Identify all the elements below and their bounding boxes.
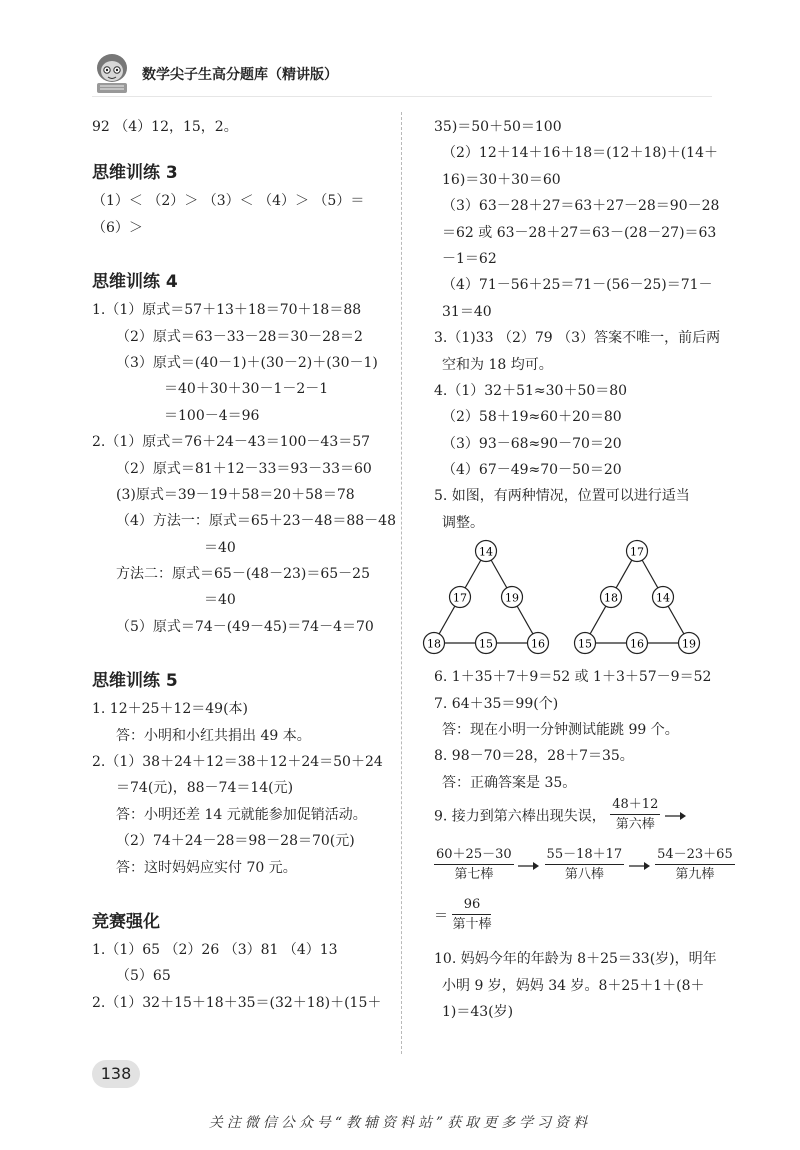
answer-line: 答：正确答案是 35。 — [442, 774, 577, 791]
answer-line: 1.（1）65 （2）26 （3）81 （4）13 — [92, 941, 338, 958]
answer-line: 5. 如图，有两种情况，位置可以进行适当 — [434, 488, 690, 505]
svg-text:17: 17 — [453, 591, 467, 605]
answer-line: 9. 接力到第六棒出现失误， — [434, 808, 606, 825]
number-circle — [575, 633, 596, 654]
header-rule — [92, 96, 712, 97]
answer-line: －1＝62 — [442, 250, 497, 267]
relay-line-1 — [434, 796, 724, 846]
answer-line: （5）65 — [116, 968, 171, 985]
answer-line: 1. 12＋25＋12＝49(本) — [92, 701, 248, 718]
svg-text:18: 18 — [604, 591, 618, 605]
answer-line: 2.（1）38＋24＋12＝38＋12＋24＝50＋24 — [92, 754, 383, 771]
relay-line-2 — [434, 846, 733, 896]
answer-line: （6）＞ — [92, 219, 143, 236]
answer-line: （2）58＋19≈60＋20＝80 — [442, 409, 622, 426]
answer-line: 答：小明还差 14 元就能参加促销活动。 — [116, 806, 367, 823]
equals-sign: ＝ — [434, 908, 448, 925]
number-circle — [528, 633, 549, 654]
answer-line: （3）93－68≈90－70＝20 — [442, 435, 622, 452]
answer-line: （1）＜ （2）＞ （3）＜ （4）＞ （5）＝ — [92, 193, 365, 210]
svg-text:19: 19 — [505, 591, 519, 605]
answer-line: 小明 9 岁，妈妈 34 岁。8＋25＋1＋(8＋ — [442, 977, 705, 994]
answer-line: 8. 98－70＝28，28＋7＝35。 — [434, 748, 634, 765]
number-circle — [424, 633, 445, 654]
fraction: $\frac{96}{\text{第十棒}}$ — [452, 897, 492, 933]
number-circle — [476, 633, 497, 654]
answer-line: 6. 1＋35＋7＋9＝52 或 1＋3＋57－9＝52 — [434, 669, 712, 686]
number-circle — [627, 541, 648, 562]
section-heading: 思维训练 5 — [92, 671, 178, 692]
triangle-diagram-1 — [424, 541, 549, 654]
answer-line: （2）12＋14＋16＋18＝(12＋18)＋(14＋ — [442, 145, 718, 162]
answer-line: 3.（1)33 （2）79 （3）答案不唯一，前后两 — [434, 330, 721, 347]
answer-line: ＝40 — [204, 539, 236, 556]
number-circle — [476, 541, 497, 562]
answer-line: （5）原式＝74－(49－45)＝74－4＝70 — [116, 618, 374, 635]
answer-line: ＝40 — [204, 592, 236, 609]
header-title: 数学尖子生高分题库（精讲版） — [142, 67, 338, 83]
arrow-icon — [518, 861, 540, 871]
answer-line: ＝62 或 63－28＋27＝63－(28－27)＝63 — [442, 224, 717, 241]
section-heading: 思维训练 4 — [92, 272, 178, 293]
svg-text:15: 15 — [479, 637, 493, 651]
left-column — [92, 114, 396, 1016]
number-circle — [627, 633, 648, 654]
fraction: $\frac{55-18+17}{\text{第八棒}}$ — [546, 847, 623, 883]
answer-line: （2）原式＝81＋12－33＝93－33＝60 — [116, 460, 372, 477]
answer-line: 方法二：原式＝65－(48－23)＝65－25 — [116, 566, 370, 583]
svg-text:18: 18 — [427, 637, 441, 651]
answer-line: (3)原式＝39－19＋58＝20＋58＝78 — [116, 486, 355, 503]
number-circle — [679, 633, 700, 654]
fraction: $\frac{54-23+65}{\text{第九棒}}$ — [657, 847, 733, 883]
answer-line: （4）71－56＋25＝71－(56－25)＝71－ — [442, 277, 713, 294]
answer-line: （2）原式＝63－33－28＝30－28＝2 — [116, 328, 363, 345]
svg-text:15: 15 — [578, 637, 592, 651]
svg-text:16: 16 — [531, 637, 545, 651]
answer-line: ＝40＋30＋30－1－2－1 — [164, 381, 329, 398]
answer-line: （2）74＋24－28＝98－28＝70(元) — [116, 833, 355, 850]
answer-line: 7. 64＋35＝99(个) — [434, 695, 559, 712]
arrow-icon — [629, 861, 651, 871]
footer-note: 关注微信公众号“教辅资料站”获取更多学习资料 — [208, 1115, 592, 1131]
fraction: $\frac{60+25-30}{\text{第七棒}}$ — [436, 847, 512, 883]
arrow-icon — [665, 811, 687, 821]
svg-text:19: 19 — [682, 637, 696, 651]
answer-line: 4.（1）32＋51≈30＋50＝80 — [434, 382, 628, 399]
section-heading: 思维训练 3 — [92, 163, 178, 184]
number-circle — [601, 587, 622, 608]
relay-line-3 — [434, 896, 724, 946]
number-circle — [502, 587, 523, 608]
answer-line: 2.（1）原式＝76＋24－43＝100－43＝57 — [92, 434, 371, 451]
answer-line: 92 （4）12，15，2。 — [92, 119, 238, 135]
answer-line: 16)＝30＋30＝60 — [442, 171, 561, 188]
answer-line: （3）63－28＋27＝63＋27－28＝90－28 — [442, 198, 720, 215]
right-column — [427, 114, 733, 1025]
answer-line: （3）原式＝(40－1)＋(30－2)＋(30－1) — [116, 354, 378, 371]
svg-text:16: 16 — [630, 637, 644, 651]
answer-line: 答：这时妈妈应实付 70 元。 — [116, 859, 297, 876]
svg-text:14: 14 — [479, 545, 493, 559]
section-heading: 竞赛强化 — [92, 911, 160, 932]
fraction: $\frac{48+12}{\text{第六棒}}$ — [612, 797, 659, 833]
answer-line: 1.（1）原式＝57＋13＋18＝70＋18＝88 — [92, 302, 362, 319]
svg-text:17: 17 — [630, 545, 644, 559]
triangle-diagram-2 — [575, 541, 700, 654]
answer-line: （4）方法一：原式＝65＋23－48＝88－48 — [116, 513, 396, 530]
answer-line: ＝100－4＝96 — [164, 407, 260, 424]
answer-line: 调整。 — [442, 514, 484, 531]
answer-line: 空和为 18 均可。 — [442, 356, 553, 373]
column-divider — [401, 112, 402, 1054]
triangle-diagrams — [427, 536, 724, 664]
answer-line: 答：小明和小红共捐出 49 本。 — [116, 727, 311, 744]
answer-line: 35)＝50＋50＝100 — [434, 119, 562, 135]
number-circle — [450, 587, 471, 608]
page-number: 138 — [92, 1060, 140, 1088]
answer-line: 答：现在小明一分钟测试能跳 99 个。 — [442, 722, 679, 739]
answer-line: （4）67－49≈70－50＝20 — [442, 462, 622, 479]
mascot-icon — [92, 50, 132, 96]
svg-text:14: 14 — [656, 591, 670, 605]
answer-line: ＝74(元)，88－74＝14(元) — [116, 780, 294, 797]
number-circle — [653, 587, 674, 608]
answer-line: 31＝40 — [442, 303, 492, 320]
answer-line: 1)＝43(岁) — [442, 1003, 514, 1020]
answer-line: 10. 妈妈今年的年龄为 8＋25＝33(岁)，明年 — [434, 951, 717, 968]
answer-line: 2.（1）32＋15＋18＋35＝(32＋18)＋(15＋ — [92, 994, 382, 1011]
